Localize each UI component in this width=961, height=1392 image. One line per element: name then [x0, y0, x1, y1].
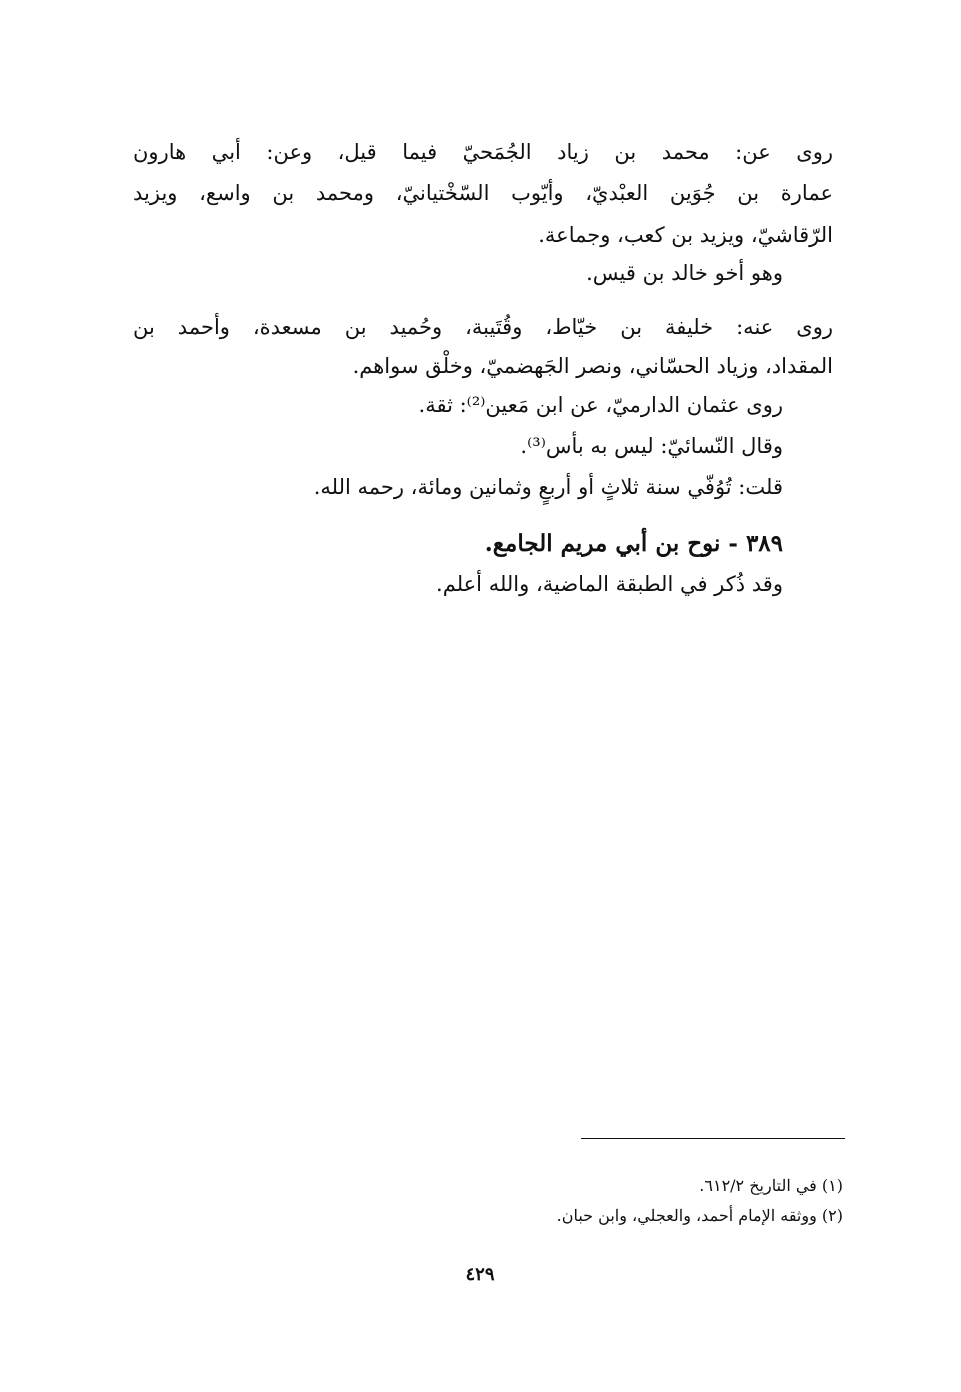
body-paragraph-line: روى عنه: خليفة بن خيّاط، وقُتَيبة، وحُميد بن مسعدة، وأحمد بن — [133, 315, 833, 339]
body-paragraph-line: روى عثمان الدارميّ، عن ابن مَعين⁽²⁾: ثقة. — [418, 393, 783, 417]
entry-heading: ٣٨٩ - نوح بن أبي مريم الجامع. — [484, 530, 783, 557]
body-paragraph-line: الرّقاشيّ، ويزيد بن كعب، وجماعة. — [538, 223, 833, 247]
body-paragraph-line: عمارة بن جُوَين العبْديّ، وأيّوب السّخْتيانيّ، ومحمد بن واسع، ويزيد — [133, 181, 833, 205]
body-paragraph-line: روى عن: محمد بن زياد الجُمَحيّ فيما قيل، وعن: أبي هارون — [133, 140, 833, 164]
footnote-separator — [581, 1138, 845, 1139]
body-paragraph-line: وهو أخو خالد بن قيس. — [586, 261, 783, 285]
body-paragraph-line: قلت: تُوُفّي سنة ثلاثٍ أو أربعٍ وثمانين ومائة، رحمه الله. — [313, 475, 783, 499]
body-paragraph-line: وقال النّسائيّ: ليس به بأس⁽³⁾. — [520, 434, 783, 458]
footnote-1: (١) في التاريخ ٦١٢/٢. — [699, 1176, 843, 1195]
page-number: ٤٢٩ — [465, 1264, 495, 1285]
body-paragraph-line: وقد ذُكر في الطبقة الماضية، والله أعلم. — [436, 572, 783, 596]
footnote-2: (٢) ووثقه الإمام أحمد، والعجلي، وابن حبان. — [556, 1206, 843, 1225]
body-paragraph-line: المقداد، وزياد الحسّاني، ونصر الجَهضميّ، وخلْق سواهم. — [352, 354, 833, 378]
